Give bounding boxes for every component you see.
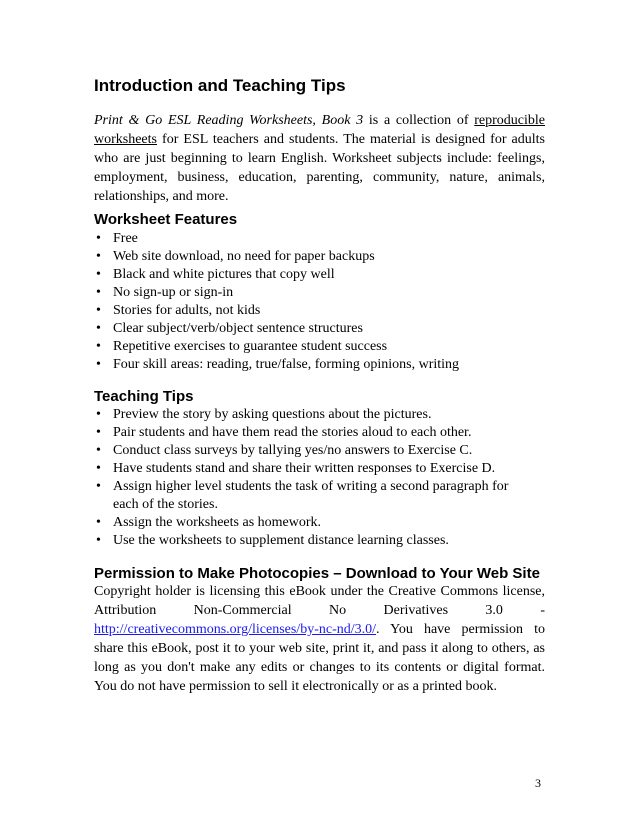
reproducible-worksheets-text: reproducible worksheets — [94, 113, 545, 147]
list-item: • Four skill areas: reading, true/false, forming opinions, writing — [96, 357, 460, 372]
list-item: • Black and white pictures that copy well — [96, 267, 335, 282]
page-number: 3 — [535, 776, 541, 790]
list-item: • Repetitive exercises to guarantee student success — [96, 339, 388, 354]
list-item: • Web site download, no need for paper backups — [96, 249, 375, 264]
bullet-icon: • — [96, 443, 101, 458]
list-item: • No sign-up or sign-in — [96, 285, 234, 300]
bullet-icon: • — [96, 231, 101, 246]
list-item: • Assign the worksheets as homework. — [96, 515, 322, 530]
list-item: • Have students stand and share their written responses to Exercise D. — [96, 461, 496, 476]
list-item: • Stories for adults, not kids — [96, 303, 261, 318]
bullet-icon: • — [96, 515, 101, 530]
list-item: • Preview the story by asking questions about the pictures. — [96, 407, 432, 422]
list-item: • Use the worksheets to supplement distance learning classes. — [96, 533, 449, 548]
bullet-icon: • — [96, 321, 101, 336]
tips-heading: Teaching Tips — [94, 388, 194, 405]
permission-text-1: Copyright holder is licensing this eBook under the Creative Commons license, Attribution Non-Commercial No Derivatives 3.0 - — [94, 584, 545, 618]
bullet-icon: • — [96, 425, 101, 440]
permission-text-2: . You have permission to share this eBook, post it to your web site, print it, and pass it along to others, as long as you don't make any edits or changes to its contents or digital format. You do not have permission to sell it electronically or as a printed book. — [94, 622, 545, 694]
bullet-icon: • — [96, 285, 101, 300]
list-item: • Free — [96, 231, 138, 246]
features-heading: Worksheet Features — [94, 211, 238, 228]
features-list — [94, 230, 459, 374]
list-item: • Conduct class surveys by tallying yes/no answers to Exercise C. — [96, 443, 473, 458]
intro-text-1: is a collection of — [363, 113, 475, 128]
permission-paragraph — [94, 582, 545, 696]
bullet-icon: • — [96, 533, 101, 548]
bullet-icon: • — [96, 479, 101, 494]
bullet-icon: • — [96, 303, 101, 318]
bullet-icon: • — [96, 339, 101, 354]
bullet-icon: • — [96, 357, 101, 372]
intro-paragraph — [94, 111, 545, 206]
book-title: Print & Go ESL Reading Worksheets, Book 3 — [94, 113, 364, 128]
intro-text-2: for ESL teachers and students. The material is designed for adults who are just beginning to learn English. Worksheet subjects include: feelings, employment, business, education, parenting, community, nature, animals, relationships, and more. — [94, 132, 545, 204]
list-item: • Assign higher level students the task of writing a second paragraph for each of the stories. — [96, 479, 509, 512]
license-link[interactable]: http://creativecommons.org/licenses/by-nc-nd/3.0/ — [94, 622, 377, 637]
bullet-icon: • — [96, 461, 101, 476]
bullet-icon: • — [96, 267, 101, 282]
list-item: • Pair students and have them read the stories aloud to each other. — [96, 425, 472, 440]
list-item: • Clear subject/verb/object sentence structures — [96, 321, 363, 336]
bullet-icon: • — [96, 407, 101, 422]
intro-heading: Introduction and Teaching Tips — [94, 76, 346, 95]
tips-list — [94, 406, 533, 550]
bullet-icon: • — [96, 249, 101, 264]
permission-heading: Permission to Make Photocopies – Download to Your Web Site — [94, 565, 540, 582]
